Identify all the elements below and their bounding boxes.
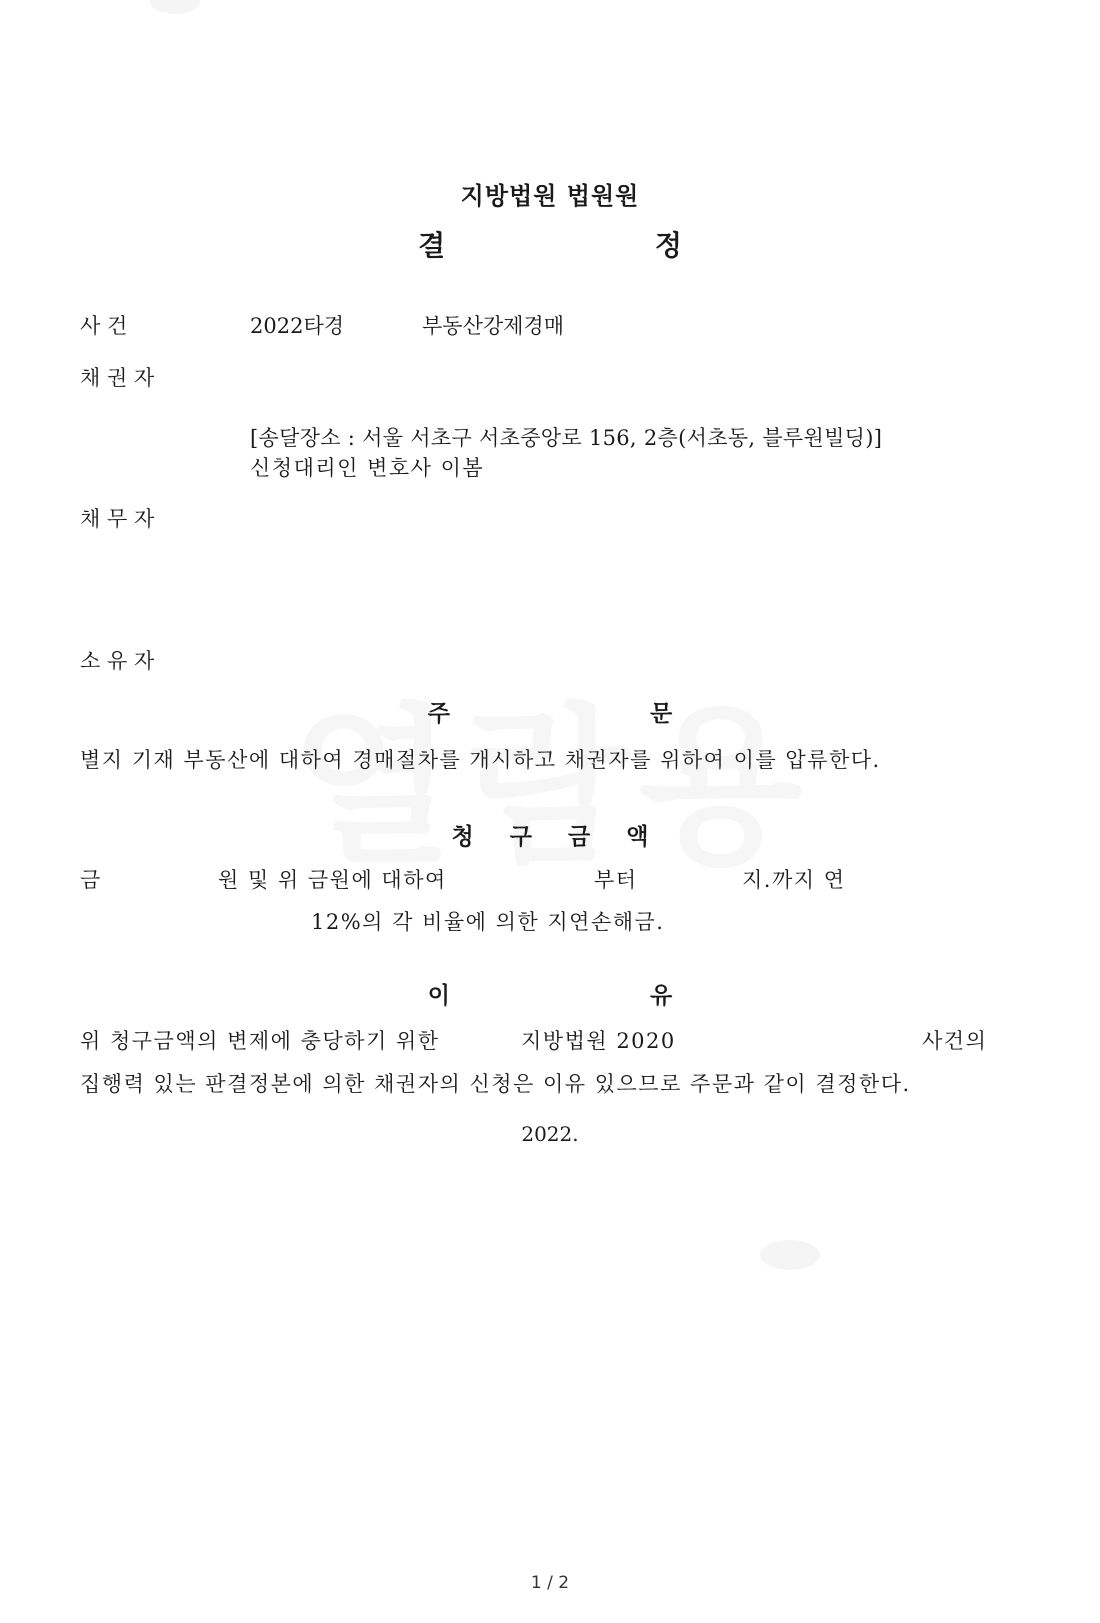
reason-text-2: 지방법원 2020 bbox=[521, 1029, 676, 1053]
order-heading: 주 문 bbox=[427, 700, 769, 727]
reason-text-1: 위 청구금액의 변제에 충당하기 위한 bbox=[80, 1029, 440, 1053]
claim-prefix: 금 bbox=[80, 868, 102, 892]
debtor-label: 채 무 자 bbox=[80, 507, 155, 531]
case-type: 부동산강제경매 bbox=[422, 314, 565, 338]
creditor-address: [송달장소 : 서울 서초구 서초중앙로 156, 2층(서초동, 블루원빌딩)] bbox=[250, 426, 883, 450]
claim-text-1: 원 및 위 금원에 대하여 bbox=[218, 868, 447, 892]
reason-text-4: 집행력 있는 판결정본에 의한 채권자의 신청은 이유 있으므로 주문과 같이 결정한다. bbox=[80, 1072, 911, 1096]
claim-text-3: 지.까지 연 bbox=[742, 868, 846, 892]
page-number: 1 / 2 bbox=[530, 1573, 570, 1593]
order-text: 별지 기재 부동산에 대하여 경매절차를 개시하고 채권자를 위하여 이를 압류한다. bbox=[80, 748, 881, 772]
claim-text-2: 부터 bbox=[594, 868, 638, 892]
claim-heading: 청 구 금 액 bbox=[451, 823, 663, 850]
case-number: 2022타경 bbox=[250, 314, 345, 338]
case-label: 사 건 bbox=[80, 314, 128, 338]
court-name: 지방법원 법원원 bbox=[460, 181, 640, 210]
scan-smudge bbox=[760, 1240, 820, 1270]
owner-label: 소 유 자 bbox=[80, 649, 155, 673]
reason-heading: 이 유 bbox=[427, 982, 769, 1009]
creditor-agent: 신청대리인 변호사 이봄 bbox=[250, 456, 485, 480]
claim-text-4: 12%의 각 비율에 의한 지연손해금. bbox=[311, 910, 665, 934]
decision-date: 2022. bbox=[521, 1122, 579, 1146]
document-title: 결 정 bbox=[418, 229, 782, 262]
creditor-label: 채 권 자 bbox=[80, 366, 155, 390]
scan-smudge bbox=[150, 0, 200, 14]
reason-text-3: 사건의 bbox=[922, 1029, 988, 1053]
